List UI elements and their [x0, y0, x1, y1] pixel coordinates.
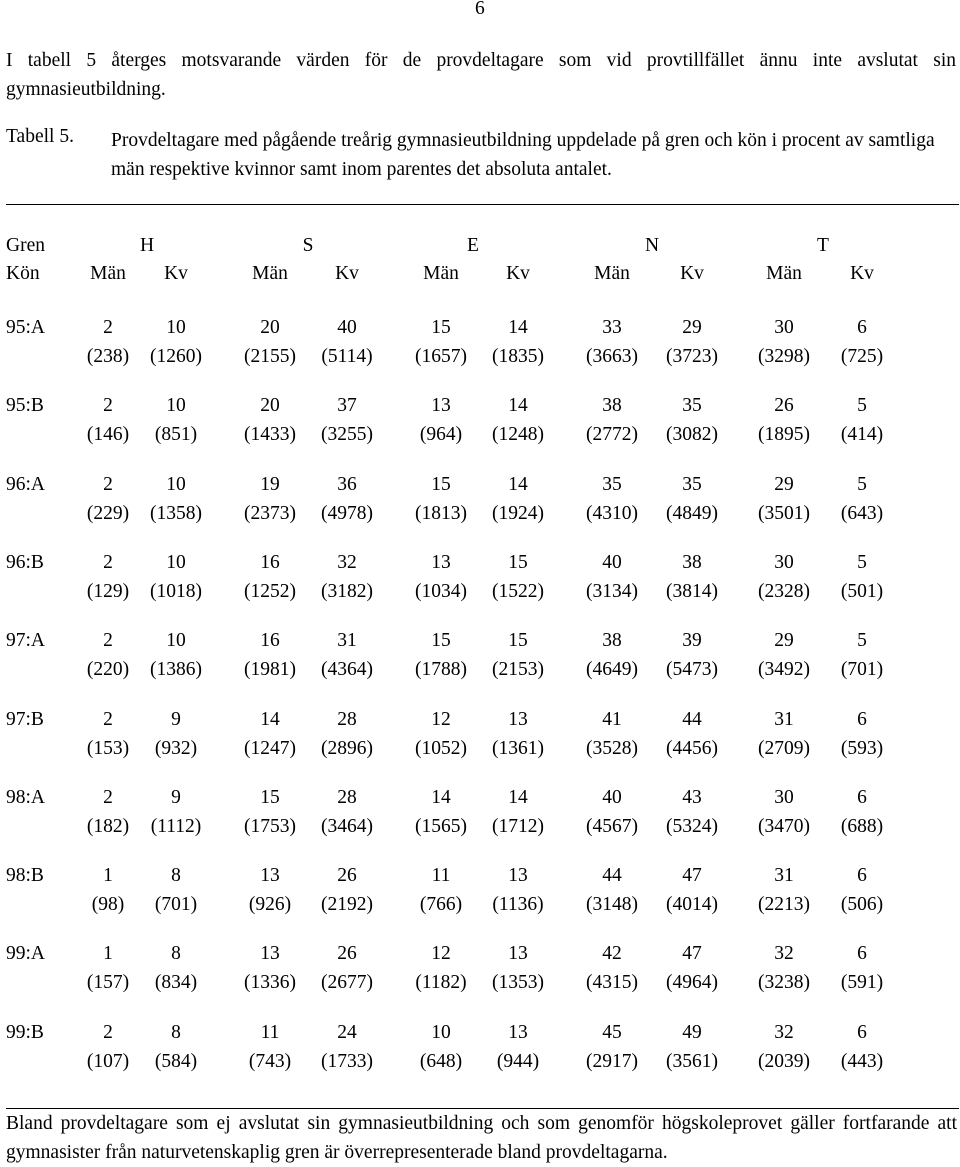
percent-cell: 14 — [508, 787, 528, 808]
count-cell: (1052) — [415, 738, 467, 759]
percent-cell: 35 — [682, 395, 702, 416]
percent-cell: 10 — [166, 630, 186, 651]
percent-cell: 10 — [166, 552, 186, 573]
count-cell: (851) — [154, 424, 198, 445]
percent-cell: 2 — [103, 552, 113, 573]
count-cell: (4315) — [586, 972, 638, 993]
count-cell: (238) — [86, 346, 130, 367]
count-cell: (3723) — [666, 346, 718, 367]
percent-cell: 5 — [857, 395, 867, 416]
percent-cell: 15 — [431, 474, 451, 495]
count-cell: (1358) — [150, 503, 202, 524]
percent-cell: 44 — [682, 709, 702, 730]
kon-header: Kv — [506, 263, 530, 284]
percent-cell: 5 — [857, 630, 867, 651]
row-label: 99:A — [6, 943, 45, 964]
percent-cell: 2 — [103, 317, 113, 338]
count-cell: (4456) — [666, 738, 718, 759]
percent-cell: 2 — [103, 474, 113, 495]
percent-cell: 32 — [337, 552, 357, 573]
count-cell: (643) — [840, 503, 884, 524]
percent-cell: 15 — [260, 787, 280, 808]
count-cell: (3255) — [321, 424, 373, 445]
percent-cell: 6 — [857, 943, 867, 964]
count-cell: (593) — [840, 738, 884, 759]
percent-cell: 14 — [508, 474, 528, 495]
percent-cell: 14 — [431, 787, 451, 808]
count-cell: (1712) — [492, 816, 544, 837]
count-cell: (743) — [248, 1051, 292, 1072]
percent-cell: 12 — [431, 943, 451, 964]
percent-cell: 29 — [682, 317, 702, 338]
count-cell: (932) — [154, 738, 198, 759]
kon-header: Kv — [335, 263, 359, 284]
percent-cell: 32 — [774, 943, 794, 964]
percent-cell: 28 — [337, 787, 357, 808]
count-cell: (3464) — [321, 816, 373, 837]
table-label: Tabell 5. — [6, 126, 74, 147]
row-label: 99:B — [6, 1022, 44, 1043]
count-cell: (5473) — [666, 659, 718, 680]
kon-header: Män — [90, 263, 126, 284]
gren-header-label: Gren — [6, 235, 45, 256]
percent-cell: 35 — [602, 474, 622, 495]
percent-cell: 15 — [508, 630, 528, 651]
percent-cell: 8 — [171, 943, 181, 964]
percent-cell: 20 — [260, 317, 280, 338]
count-cell: (591) — [840, 972, 884, 993]
gren-header: H — [139, 235, 155, 256]
count-cell: (1895) — [758, 424, 810, 445]
count-cell: (1522) — [492, 581, 544, 602]
count-cell: (2709) — [758, 738, 810, 759]
percent-cell: 9 — [171, 709, 181, 730]
count-cell: (5114) — [321, 346, 373, 367]
count-cell: (3298) — [758, 346, 810, 367]
count-cell: (3814) — [666, 581, 718, 602]
count-cell: (3663) — [586, 346, 638, 367]
count-cell: (414) — [840, 424, 884, 445]
row-label: 96:A — [6, 474, 45, 495]
count-cell: (1353) — [492, 972, 544, 993]
count-cell: (129) — [86, 581, 130, 602]
count-cell: (688) — [840, 816, 884, 837]
row-label: 98:B — [6, 865, 44, 886]
percent-cell: 32 — [774, 1022, 794, 1043]
count-cell: (2328) — [758, 581, 810, 602]
percent-cell: 33 — [602, 317, 622, 338]
percent-cell: 10 — [166, 474, 186, 495]
percent-cell: 30 — [774, 787, 794, 808]
percent-cell: 29 — [774, 474, 794, 495]
percent-cell: 31 — [337, 630, 357, 651]
percent-cell: 38 — [602, 630, 622, 651]
percent-cell: 16 — [260, 630, 280, 651]
percent-cell: 40 — [337, 317, 357, 338]
percent-cell: 1 — [103, 865, 113, 886]
percent-cell: 15 — [508, 552, 528, 573]
count-cell: (1565) — [415, 816, 467, 837]
count-cell: (1248) — [492, 424, 544, 445]
count-cell: (3148) — [586, 894, 638, 915]
percent-cell: 30 — [774, 552, 794, 573]
count-cell: (3238) — [758, 972, 810, 993]
count-cell: (2213) — [758, 894, 810, 915]
page-number: 6 — [475, 0, 485, 19]
percent-cell: 6 — [857, 787, 867, 808]
count-cell: (1252) — [244, 581, 296, 602]
row-label: 97:A — [6, 630, 45, 651]
count-cell: (3561) — [666, 1051, 718, 1072]
percent-cell: 35 — [682, 474, 702, 495]
percent-cell: 40 — [602, 787, 622, 808]
count-cell: (5324) — [666, 816, 718, 837]
percent-cell: 44 — [602, 865, 622, 886]
percent-cell: 6 — [857, 1022, 867, 1043]
percent-cell: 26 — [774, 395, 794, 416]
percent-cell: 14 — [508, 317, 528, 338]
kon-header: Kv — [164, 263, 188, 284]
row-label: 95:A — [6, 317, 45, 338]
count-cell: (107) — [86, 1051, 130, 1072]
row-label: 95:B — [6, 395, 44, 416]
count-cell: (1788) — [415, 659, 467, 680]
row-label: 98:A — [6, 787, 45, 808]
count-cell: (1034) — [415, 581, 467, 602]
percent-cell: 13 — [508, 943, 528, 964]
kon-header-label: Kön — [6, 263, 40, 284]
percent-cell: 49 — [682, 1022, 702, 1043]
count-cell: (1835) — [492, 346, 544, 367]
count-cell: (725) — [840, 346, 884, 367]
count-cell: (2373) — [244, 503, 296, 524]
percent-cell: 2 — [103, 395, 113, 416]
count-cell: (2039) — [758, 1051, 810, 1072]
percent-cell: 6 — [857, 709, 867, 730]
gren-header: E — [467, 235, 479, 256]
table-caption: Provdeltagare med pågående treårig gymnasieutbildning uppdelade på gren och kön i procent av samtliga män respektive kvinnor samt inom parentes det absoluta antalet. — [111, 130, 935, 180]
count-cell: (584) — [154, 1051, 198, 1072]
count-cell: (944) — [496, 1051, 540, 1072]
table-top-rule — [6, 204, 959, 205]
percent-cell: 45 — [602, 1022, 622, 1043]
gren-header: S — [302, 235, 314, 256]
count-cell: (1247) — [244, 738, 296, 759]
kon-header: Män — [766, 263, 802, 284]
percent-cell: 6 — [857, 317, 867, 338]
percent-cell: 9 — [171, 787, 181, 808]
count-cell: (1361) — [492, 738, 544, 759]
percent-cell: 41 — [602, 709, 622, 730]
count-cell: (157) — [86, 972, 130, 993]
count-cell: (766) — [419, 894, 463, 915]
count-cell: (1981) — [244, 659, 296, 680]
kon-header: Kv — [680, 263, 704, 284]
count-cell: (1136) — [492, 894, 544, 915]
percent-cell: 47 — [682, 943, 702, 964]
percent-cell: 36 — [337, 474, 357, 495]
count-cell: (1813) — [415, 503, 467, 524]
percent-cell: 11 — [260, 1022, 280, 1043]
percent-cell: 19 — [260, 474, 280, 495]
percent-cell: 37 — [337, 395, 357, 416]
count-cell: (4649) — [586, 659, 638, 680]
count-cell: (220) — [86, 659, 130, 680]
count-cell: (153) — [86, 738, 130, 759]
count-cell: (1657) — [415, 346, 467, 367]
count-cell: (1753) — [244, 816, 296, 837]
percent-cell: 13 — [508, 1022, 528, 1043]
count-cell: (1924) — [492, 503, 544, 524]
percent-cell: 13 — [508, 865, 528, 886]
count-cell: (2896) — [321, 738, 373, 759]
percent-cell: 13 — [260, 865, 280, 886]
percent-cell: 8 — [171, 865, 181, 886]
count-cell: (2677) — [321, 972, 373, 993]
count-cell: (3470) — [758, 816, 810, 837]
count-cell: (182) — [86, 816, 130, 837]
kon-header: Män — [252, 263, 288, 284]
percent-cell: 14 — [508, 395, 528, 416]
kon-header: Män — [423, 263, 459, 284]
kon-header: Kv — [850, 263, 874, 284]
count-cell: (964) — [419, 424, 463, 445]
percent-cell: 29 — [774, 630, 794, 651]
percent-cell: 12 — [431, 709, 451, 730]
count-cell: (1433) — [244, 424, 296, 445]
percent-cell: 5 — [857, 474, 867, 495]
count-cell: (4964) — [666, 972, 718, 993]
count-cell: (834) — [154, 972, 198, 993]
gren-header: N — [644, 235, 660, 256]
percent-cell: 38 — [602, 395, 622, 416]
percent-cell: 10 — [431, 1022, 451, 1043]
percent-cell: 16 — [260, 552, 280, 573]
percent-cell: 6 — [857, 865, 867, 886]
percent-cell: 20 — [260, 395, 280, 416]
row-label: 97:B — [6, 709, 44, 730]
count-cell: (2917) — [586, 1051, 638, 1072]
count-cell: (926) — [248, 894, 292, 915]
count-cell: (3182) — [321, 581, 373, 602]
count-cell: (3134) — [586, 581, 638, 602]
count-cell: (4364) — [321, 659, 373, 680]
percent-cell: 2 — [103, 630, 113, 651]
percent-cell: 10 — [166, 317, 186, 338]
count-cell: (2155) — [244, 346, 296, 367]
closing-paragraph: Bland provdeltagare som ej avslutat sin gymnasieutbildning och som genomför högskoleprovet gäller fortfarande att gymnasister från naturvetenskaplig gren är överrepresenterade bland provdeltagarna. — [6, 1113, 957, 1163]
percent-cell: 2 — [103, 1022, 113, 1043]
percent-cell: 15 — [431, 317, 451, 338]
count-cell: (229) — [86, 503, 130, 524]
count-cell: (98) — [91, 894, 125, 915]
count-cell: (4310) — [586, 503, 638, 524]
row-label: 96:B — [6, 552, 44, 573]
count-cell: (2153) — [492, 659, 544, 680]
percent-cell: 5 — [857, 552, 867, 573]
count-cell: (1182) — [415, 972, 467, 993]
count-cell: (1260) — [150, 346, 202, 367]
percent-cell: 2 — [103, 787, 113, 808]
count-cell: (1112) — [150, 816, 202, 837]
count-cell: (3501) — [758, 503, 810, 524]
percent-cell: 31 — [774, 709, 794, 730]
count-cell: (146) — [86, 424, 130, 445]
percent-cell: 13 — [260, 943, 280, 964]
percent-cell: 30 — [774, 317, 794, 338]
count-cell: (2772) — [586, 424, 638, 445]
percent-cell: 28 — [337, 709, 357, 730]
count-cell: (4978) — [321, 503, 373, 524]
count-cell: (1386) — [150, 659, 202, 680]
count-cell: (3082) — [666, 424, 718, 445]
percent-cell: 43 — [682, 787, 702, 808]
count-cell: (1733) — [321, 1051, 373, 1072]
percent-cell: 14 — [260, 709, 280, 730]
percent-cell: 26 — [337, 865, 357, 886]
percent-cell: 8 — [171, 1022, 181, 1043]
kon-header: Män — [594, 263, 630, 284]
percent-cell: 26 — [337, 943, 357, 964]
percent-cell: 13 — [508, 709, 528, 730]
percent-cell: 24 — [337, 1022, 357, 1043]
count-cell: (4014) — [666, 894, 718, 915]
count-cell: (701) — [840, 659, 884, 680]
count-cell: (3528) — [586, 738, 638, 759]
count-cell: (4567) — [586, 816, 638, 837]
count-cell: (4849) — [666, 503, 718, 524]
count-cell: (3492) — [758, 659, 810, 680]
percent-cell: 31 — [774, 865, 794, 886]
count-cell: (648) — [419, 1051, 463, 1072]
percent-cell: 40 — [602, 552, 622, 573]
percent-cell: 2 — [103, 709, 113, 730]
percent-cell: 11 — [431, 865, 451, 886]
percent-cell: 1 — [103, 943, 113, 964]
count-cell: (506) — [840, 894, 884, 915]
percent-cell: 38 — [682, 552, 702, 573]
percent-cell: 39 — [682, 630, 702, 651]
percent-cell: 13 — [431, 395, 451, 416]
percent-cell: 47 — [682, 865, 702, 886]
count-cell: (501) — [840, 581, 884, 602]
percent-cell: 10 — [166, 395, 186, 416]
intro-paragraph: I tabell 5 återges motsvarande värden för de provdeltagare som vid provtillfället ännu inte avslutat sin gymnasieutbildning. — [6, 50, 956, 100]
percent-cell: 42 — [602, 943, 622, 964]
count-cell: (701) — [154, 894, 198, 915]
count-cell: (1336) — [244, 972, 296, 993]
gren-header: T — [817, 235, 829, 256]
count-cell: (443) — [840, 1051, 884, 1072]
count-cell: (1018) — [150, 581, 202, 602]
percent-cell: 13 — [431, 552, 451, 573]
percent-cell: 15 — [431, 630, 451, 651]
count-cell: (2192) — [321, 894, 373, 915]
